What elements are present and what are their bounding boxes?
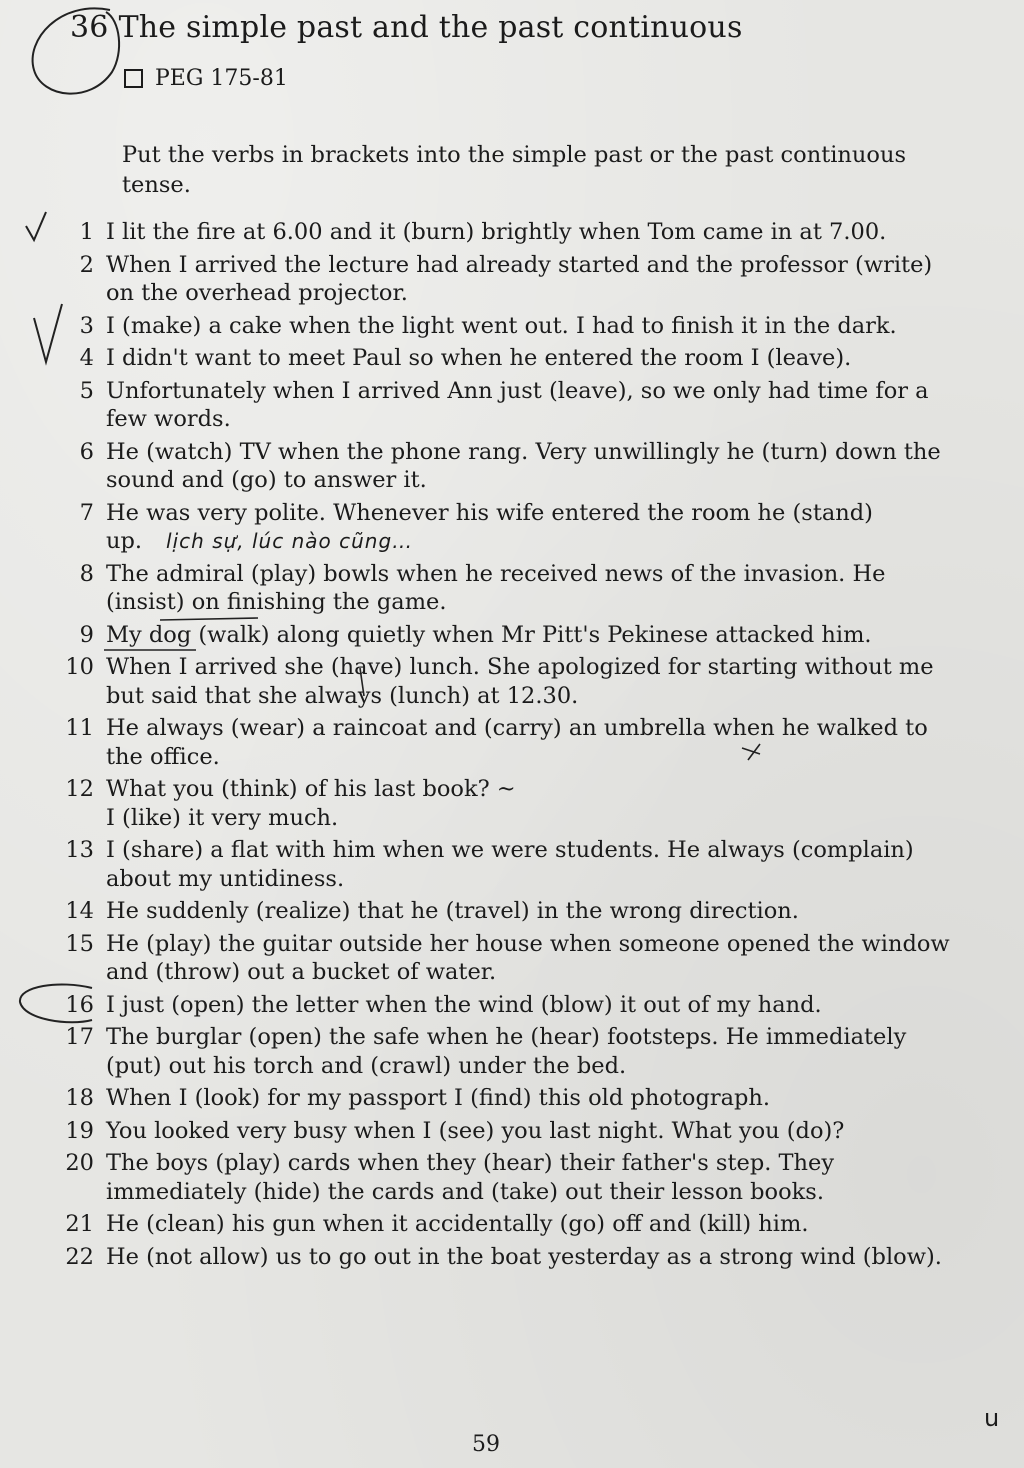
exercise-text-wrap xyxy=(106,1243,966,1272)
exercise-number: 10 xyxy=(65,654,94,680)
exercise-item xyxy=(36,621,966,650)
exercise-number: 8 xyxy=(79,560,94,587)
handwritten-note: lịch sự, lúc nào cũng… xyxy=(166,529,414,553)
exercise-item xyxy=(36,1084,966,1113)
exercise-number: 12 xyxy=(65,776,94,802)
exercise-number: 1 xyxy=(79,219,94,245)
exercise-text: I lit the fire at 6.00 and it (burn) brightly when Tom came in at 7.00. xyxy=(106,219,887,245)
exercise-text-wrap xyxy=(106,897,966,926)
exercise-number: 7 xyxy=(79,499,94,526)
exercise-text-wrap xyxy=(106,312,966,341)
exercise-text: When I arrived the lecture had already started and the professor (write) on the overhead projector. xyxy=(106,251,933,306)
exercise-item xyxy=(36,775,966,832)
exercise-number: 18 xyxy=(65,1085,94,1111)
exercise-item xyxy=(36,714,966,771)
exercise-text: He was very polite. Whenever his wife entered the room he (stand) up. xyxy=(106,499,873,554)
grammar-reference xyxy=(124,66,288,91)
exercise-number: 16 xyxy=(65,991,94,1018)
exercise-text: I (make) a cake when the light went out. I had to finish it in the dark. xyxy=(106,312,897,339)
exercise-number: 20 xyxy=(65,1150,94,1176)
exercise-number: 2 xyxy=(79,251,94,278)
exercise-item xyxy=(36,836,966,893)
unit-title-text: The simple past and the past continuous xyxy=(118,10,743,45)
exercise-text: He (play) the guitar outside her house when someone opened the window and (throw) out a bucket of water. xyxy=(106,930,950,985)
exercise-number: 21 xyxy=(65,1211,94,1237)
exercise-text-wrap xyxy=(106,836,966,893)
exercise-text-wrap xyxy=(106,1210,966,1239)
exercise-item xyxy=(36,1149,966,1206)
exercise-item xyxy=(36,1243,966,1272)
exercise-item xyxy=(36,499,966,556)
exercise-text: What you (think) of his last book? ~ I (like) it very much. xyxy=(106,776,516,831)
exercise-text: I just (open) the letter when the wind (blow) it out of my hand. xyxy=(106,991,822,1018)
exercise-number: 19 xyxy=(65,1117,94,1144)
exercise-text: He always (wear) a raincoat and (carry) an umbrella when he walked to the office. xyxy=(106,715,928,770)
exercise-text-wrap xyxy=(106,499,966,556)
exercise-item xyxy=(36,991,966,1020)
unit-title xyxy=(70,10,743,45)
exercise-item xyxy=(36,1210,966,1239)
exercise-text-wrap xyxy=(106,1117,966,1146)
exercise-number: 14 xyxy=(65,898,94,924)
exercise-number: 11 xyxy=(65,715,94,741)
exercise-text-wrap xyxy=(106,714,966,771)
exercise-text: The admiral (play) bowls when he received news of the invasion. He (insist) on finishing the game. xyxy=(106,560,886,615)
exercise-item xyxy=(36,251,966,308)
exercise-number: 15 xyxy=(65,930,94,957)
exercise-item xyxy=(36,312,966,341)
exercise-number: 3 xyxy=(79,312,94,339)
exercise-text-wrap xyxy=(106,344,966,373)
exercise-text-wrap xyxy=(106,775,966,832)
exercise-text: You looked very busy when I (see) you last night. What you (do)? xyxy=(106,1117,845,1144)
exercise-number: 6 xyxy=(79,438,94,465)
exercise-text: I (share) a flat with him when we were students. He always (complain) about my untidiness. xyxy=(106,837,914,892)
exercise-text-wrap xyxy=(106,1084,966,1113)
exercise-number: 13 xyxy=(65,837,94,863)
exercise-text-wrap xyxy=(106,1149,966,1206)
exercise-text-wrap xyxy=(106,251,966,308)
page-number: 59 xyxy=(472,1432,500,1457)
exercise-item xyxy=(36,653,966,710)
exercise-text: He suddenly (realize) that he (travel) in the wrong direction. xyxy=(106,898,799,924)
exercise-list xyxy=(36,218,966,1275)
exercise-text-wrap xyxy=(106,377,966,434)
exercise-number: 4 xyxy=(79,345,94,371)
exercise-text: When I (look) for my passport I (find) this old photograph. xyxy=(106,1085,771,1111)
exercise-text: My dog (walk) along quietly when Mr Pitt's Pekinese attacked him. xyxy=(106,621,872,648)
exercise-text: He (watch) TV when the phone rang. Very unwillingly he (turn) down the sound and (go) to answer it. xyxy=(106,438,941,493)
unit-number: 36 xyxy=(70,10,109,45)
exercise-number: 9 xyxy=(79,621,94,648)
exercise-text-wrap xyxy=(106,930,966,987)
exercise-item xyxy=(36,560,966,617)
exercise-text: I didn't want to meet Paul so when he entered the room I (leave). xyxy=(106,345,852,371)
exercise-text-wrap xyxy=(106,560,966,617)
exercise-item xyxy=(36,1117,966,1146)
corner-mark: u xyxy=(984,1404,1000,1432)
exercise-text-wrap xyxy=(106,218,966,247)
exercise-text: The burglar (open) the safe when he (hear) footsteps. He immediately (put) out his torch and (crawl) under the bed. xyxy=(106,1024,907,1079)
exercise-text-wrap xyxy=(106,653,966,710)
exercise-text-wrap xyxy=(106,991,966,1020)
exercise-item xyxy=(36,438,966,495)
exercise-text: The boys (play) cards when they (hear) their father's step. They immediately (hide) the cards and (take) out their lesson books. xyxy=(106,1150,835,1205)
exercise-text-wrap xyxy=(106,621,966,650)
exercise-number: 22 xyxy=(65,1243,94,1270)
exercise-text-wrap xyxy=(106,1023,966,1080)
checkbox-icon xyxy=(124,69,143,88)
exercise-item xyxy=(36,930,966,987)
exercise-text: He (not allow) us to go out in the boat yesterday as a strong wind (blow). xyxy=(106,1243,942,1270)
exercise-item xyxy=(36,1023,966,1080)
exercise-text: Unfortunately when I arrived Ann just (leave), so we only had time for a few words. xyxy=(106,377,929,432)
exercise-item xyxy=(36,218,966,247)
exercise-text: He (clean) his gun when it accidentally (go) off and (kill) him. xyxy=(106,1211,809,1237)
exercise-item xyxy=(36,344,966,373)
exercise-number: 17 xyxy=(65,1024,94,1050)
exercise-item xyxy=(36,897,966,926)
exercise-text: When I arrived she (have) lunch. She apologized for starting without me but said that she always (lunch) at 12.30. xyxy=(106,654,934,709)
exercise-number: 5 xyxy=(79,377,94,404)
exercise-item xyxy=(36,377,966,434)
reference-text: PEG 175-81 xyxy=(155,66,288,91)
exercise-text-wrap xyxy=(106,438,966,495)
instructions: Put the verbs in brackets into the simple past or the past continuous tense. xyxy=(122,142,906,198)
